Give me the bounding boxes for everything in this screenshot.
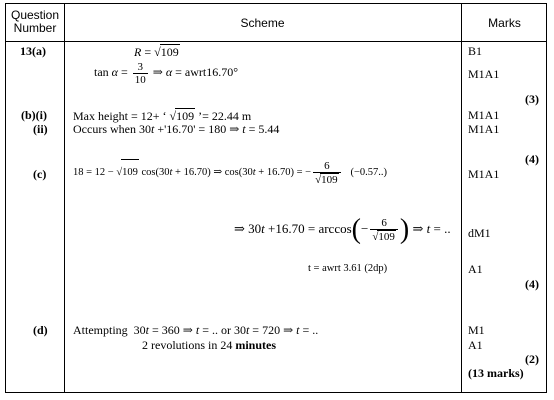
mark-c-1: M1A1 [468, 167, 500, 181]
mark-scheme-table [5, 3, 547, 393]
total-d: (2) [525, 352, 539, 366]
part-label-d: (d) [33, 323, 48, 337]
header-scheme: Scheme [240, 16, 285, 30]
mark-c-3: A1 [468, 262, 483, 276]
scheme-line-d-1: Attempting 30t = 360 ⇒ t = .. or 30t = 720 ⇒ t = .. [73, 323, 319, 337]
mark-a-tan: M1A1 [468, 67, 500, 81]
mark-d-1: M1 [468, 323, 485, 337]
column-divider [64, 4, 65, 392]
scheme-line-b-ii: Occurs when 30t +'16.70' = 180 ⇒ t = 5.44 [73, 122, 280, 136]
scheme-line-d-2: 2 revolutions in 24 minutes [142, 338, 276, 352]
part-label-13a: 13(a) [20, 44, 46, 58]
column-divider [461, 4, 462, 392]
grand-total: (13 marks) [468, 366, 524, 380]
header-marks: Marks [488, 16, 521, 30]
header-question-number: Question Number [10, 8, 60, 35]
scheme-line-c-2: ⇒ 30t +16.70 = arccos(− $\frac{6}{√109}$ ) ⇒ t = .. [234, 214, 451, 246]
scheme-line-a-R: R = √109 [134, 45, 179, 59]
part-label-b-ii: (ii) [33, 122, 48, 136]
mark-c-2: dM1 [468, 226, 491, 240]
total-b: (4) [525, 152, 539, 166]
header-divider [6, 41, 546, 42]
mark-b-i: M1A1 [468, 108, 500, 122]
mark-d-2: A1 [468, 338, 483, 352]
scheme-line-b-i: Max height = 12+ ‘ √109 ’= 22.44 m [73, 109, 252, 123]
part-label-b-i: (b)(i) [21, 108, 47, 122]
part-label-c: (c) [33, 167, 47, 181]
scheme-line-a-tan: tan α = $\frac{3}{10}$ ⇒ α = awrt16.70° [94, 60, 239, 86]
total-a: (3) [525, 92, 539, 106]
total-c: (4) [525, 277, 539, 291]
mark-a-R: B1 [468, 44, 483, 58]
mark-b-ii: M1A1 [468, 122, 500, 136]
scheme-line-c-1: 18 = 12 − √109 cos(30t + 16.70) ⇒ cos(30t + 16.70) = − $\frac{6}{√109}$ (−0.57..) [73, 159, 388, 186]
scheme-line-c-3: t = awrt 3.61 (2dp) [308, 263, 388, 274]
